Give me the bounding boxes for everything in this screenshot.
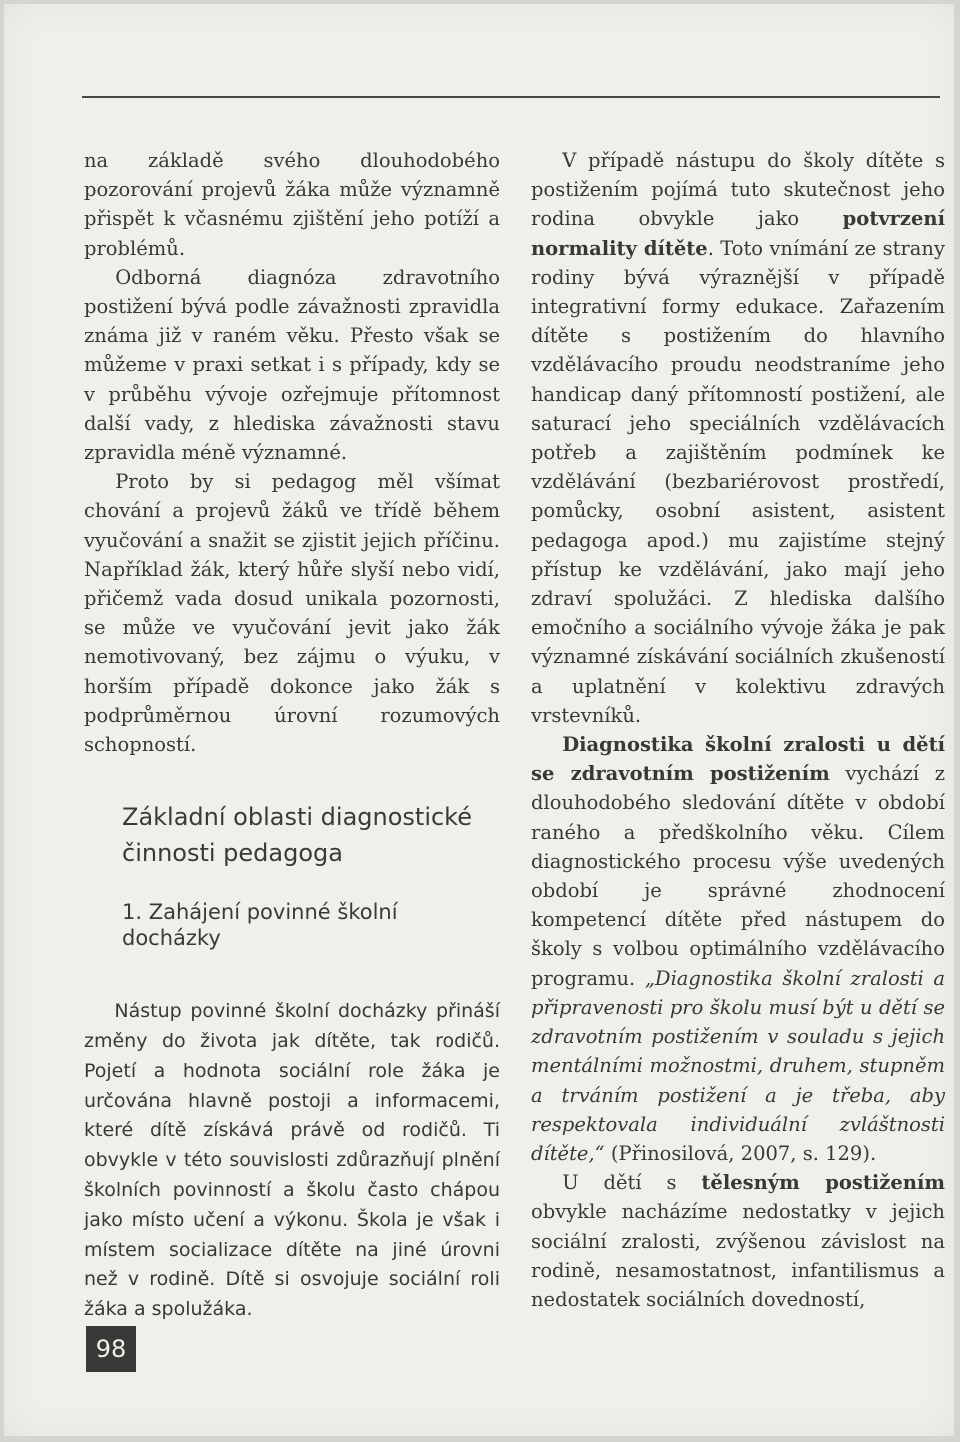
page-number: 98: [86, 1326, 136, 1372]
right-p3-text-b: obvykle nacházíme nedostatky v jejich sociální zralosti, zvýšenou závislost na rodině, nesamostatnost, infantilismus a nedostatek sociálních dovedností,: [531, 1200, 945, 1311]
right-p2-bold: Diagnostika školní zralosti u dětí se zdravotním postižením: [531, 733, 945, 786]
right-paragraph-2: [531, 730, 945, 1168]
section-heading: Základní oblasti diagnostické činnosti pedagoga: [122, 803, 472, 868]
right-p2-quote: „Diagnostika školní zralosti a připravenosti pro školu musí být u dětí se zdravotním postižením v souladu s jejich mentálními možnostmi, druhem, stupněm a trváním postižení a je třeba, aby respektovala individuální zvláštnosti dítěte,“: [531, 966, 946, 1165]
right-p3-text-a: U dětí s: [562, 1171, 702, 1195]
right-paragraph-1: [531, 146, 945, 730]
book-page: [4, 4, 954, 1436]
right-p1-text-b: . Toto vnímání ze strany rodiny bývá výraznější v případě integrativní formy edukace. Zařazením dítěte s postižením do hlavního vzdělávacího proudu neodstraníme jeho handicap daný přítomností postižení, ale saturací jeho speciálních vzdělávacích potřeb a zajištěním podmínek ke vzdělávání (bezbariérovost prostředí, pomůcky, osobní asistent, asistent pedagoga apod.) mu zajistíme stejný přístup ke vzdělávání, jako mají jeho zdraví spolužáci. Z hlediska dalšího emočního a sociálního vývoje žáka je pak významné získávání sociálních zkušeností a uplatnění v kolektivu zdravých vrstevníků.: [531, 236, 945, 727]
left-paragraph-3: Proto by si pedagog měl všímat chování a projevů žáků ve třídě během vyučování a snažit se zjistit jejich příčinu. Například žák, který hůře slyší nebo vidí, přičemž vada dosud unikala pozornosti, se může ve vyučování jevit jako žák nemotivovaný, bez zájmu o výuku, v horším případě dokonce jako žák s podprůměrnou úrovní rozumových schopností.: [84, 470, 500, 757]
right-p2-citation: (Přinosilová, 2007, s. 129).: [604, 1141, 877, 1165]
left-paragraph-4: Nástup povinné školní docházky přináší změny do života jak dítěte, tak rodičů. Pojetí a hodnota sociální role žáka je určována hlavně postoji a informacemi, které dítě získává právě od rodičů. Ti obvykle v této souvislosti zdůrazňují plnění školních povinností a školu často chápou jako místo učení a výkonu. Škola je však i místem socializace dítěte na jiné úrovni než v rodině. Dítě si osvojuje sociální roli žáka a spolužáka.: [84, 1000, 500, 1321]
right-column: [531, 146, 945, 1314]
right-p2-text-a: vychází z dlouhodobého sledování dítěte v období raného a předškolního věku. Cílem diagnostického procesu výše uvedených období je správné zhodnocení kompetencí dítěte před nástupem do školy s volbou optimálního vzdělávacího programu.: [531, 762, 945, 990]
left-column: [84, 146, 500, 1325]
left-paragraph-1: na základě svého dlouhodobého pozorování projevů žáka může významně přispět k včasnému zjištění jeho potíží a problémů.: [84, 149, 500, 260]
right-p1-text-a: V případě nástupu do školy dítěte s postižením pojímá tuto skutečnost jeho rodina obvykle jako: [531, 149, 945, 231]
header-rule: [82, 96, 940, 98]
left-paragraph-2: Odborná diagnóza zdravotního postižení bývá podle závažnosti zpravidla známa již v raném věku. Přesto však se můžeme v praxi setkat i s případy, kdy se v průběhu vývoje ozřejmuje přítomnost další vady, z hlediska závažnosti stavu zpravidla méně významné.: [84, 265, 500, 465]
right-paragraph-3: [531, 1168, 945, 1314]
subsection-heading: 1. Zahájení povinné školní docházky: [122, 900, 398, 951]
right-p1-bold: potvrzení normality dítěte: [531, 207, 945, 260]
left-lower-block: [84, 997, 500, 1325]
right-p3-bold: tělesným postižením: [701, 1171, 945, 1195]
